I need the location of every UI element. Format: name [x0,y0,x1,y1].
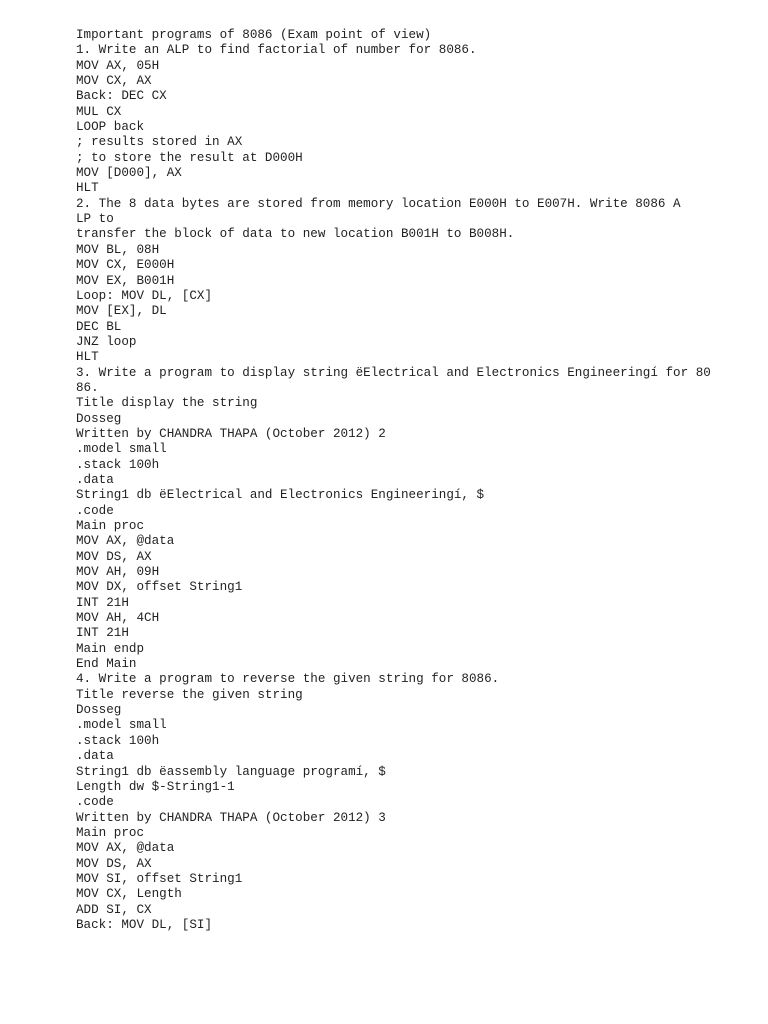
document-body [76,28,736,933]
text-line: 4. Write a program to reverse the given string for 8086. [76,672,500,687]
text-line: .model small [76,718,167,733]
text-line: transfer the block of data to new location B001H to B008H. [76,227,515,242]
text-line: .stack 100h [76,733,160,748]
text-line: MOV CX, AX [76,74,152,89]
text-line: .data [76,472,114,487]
text-line: End Main [76,657,137,672]
text-line: INT 21H [76,595,129,610]
text-line: .stack 100h [76,457,160,472]
text-line: .code [76,503,114,518]
text-line: 1. Write an ALP to find factorial of number for 8086. [76,43,477,58]
text-line: HLT [76,181,99,196]
text-line: Title reverse the given string [76,687,303,702]
text-line: MOV BL, 08H [76,242,160,257]
text-line: Back: DEC CX [76,89,167,104]
text-line: MOV DS, AX [76,549,152,564]
text-line: Written by CHANDRA THAPA (October 2012) 2 [76,426,386,441]
text-line: LOOP back [76,120,145,135]
text-line: INT 21H [76,626,129,641]
text-line: MOV EX, B001H [76,273,175,288]
text-line: Length dw $-String1-1 [76,779,235,794]
text-line: Dosseg [76,703,122,718]
text-line: Dosseg [76,411,122,426]
text-line: .code [76,795,114,810]
text-line: MOV CX, E000H [76,258,175,273]
text-line: 2. The 8 data bytes are stored from memory location E000H to E007H. Write 8086 A [76,196,681,211]
text-line: DEC BL [76,319,122,334]
text-line: MUL CX [76,104,122,119]
text-line: MOV DX, offset String1 [76,580,243,595]
text-line: MOV [D000], AX [76,166,182,181]
text-line: MOV CX, Length [76,887,182,902]
text-line: .model small [76,442,167,457]
text-line: MOV AX, 05H [76,58,160,73]
text-line: JNZ loop [76,334,137,349]
text-line: Back: MOV DL, [SI] [76,917,213,932]
text-line: ; to store the result at D000H [76,150,303,165]
text-line: Main proc [76,825,145,840]
text-line: Written by CHANDRA THAPA (October 2012) 3 [76,810,386,825]
text-line: MOV AX, @data [76,534,175,549]
text-line: MOV AH, 09H [76,565,160,580]
text-line: Loop: MOV DL, [CX] [76,288,213,303]
text-line: Important programs of 8086 (Exam point of view) [76,28,432,42]
text-line: String1 db ëElectrical and Electronics Engineeringí, $ [76,488,485,503]
text-line: MOV SI, offset String1 [76,871,243,886]
text-line: HLT [76,350,99,365]
text-line: ADD SI, CX [76,902,152,917]
text-line: Title display the string [76,396,258,411]
text-line: MOV DS, AX [76,856,152,871]
text-line: String1 db ëassembly language programí, $ [76,764,386,779]
text-line: MOV AH, 4CH [76,611,160,626]
text-line: LP to [76,212,114,227]
text-line: ; results stored in AX [76,135,243,150]
text-line: 86. [76,380,99,395]
text-line: MOV [EX], DL [76,304,167,319]
text-line: Main endp [76,641,145,656]
text-line: .data [76,749,114,764]
text-line: Main proc [76,519,145,533]
text-line: MOV AX, @data [76,841,175,856]
text-line: 3. Write a program to display string ëElectrical and Electronics Engineeringí for 80 [76,365,711,380]
